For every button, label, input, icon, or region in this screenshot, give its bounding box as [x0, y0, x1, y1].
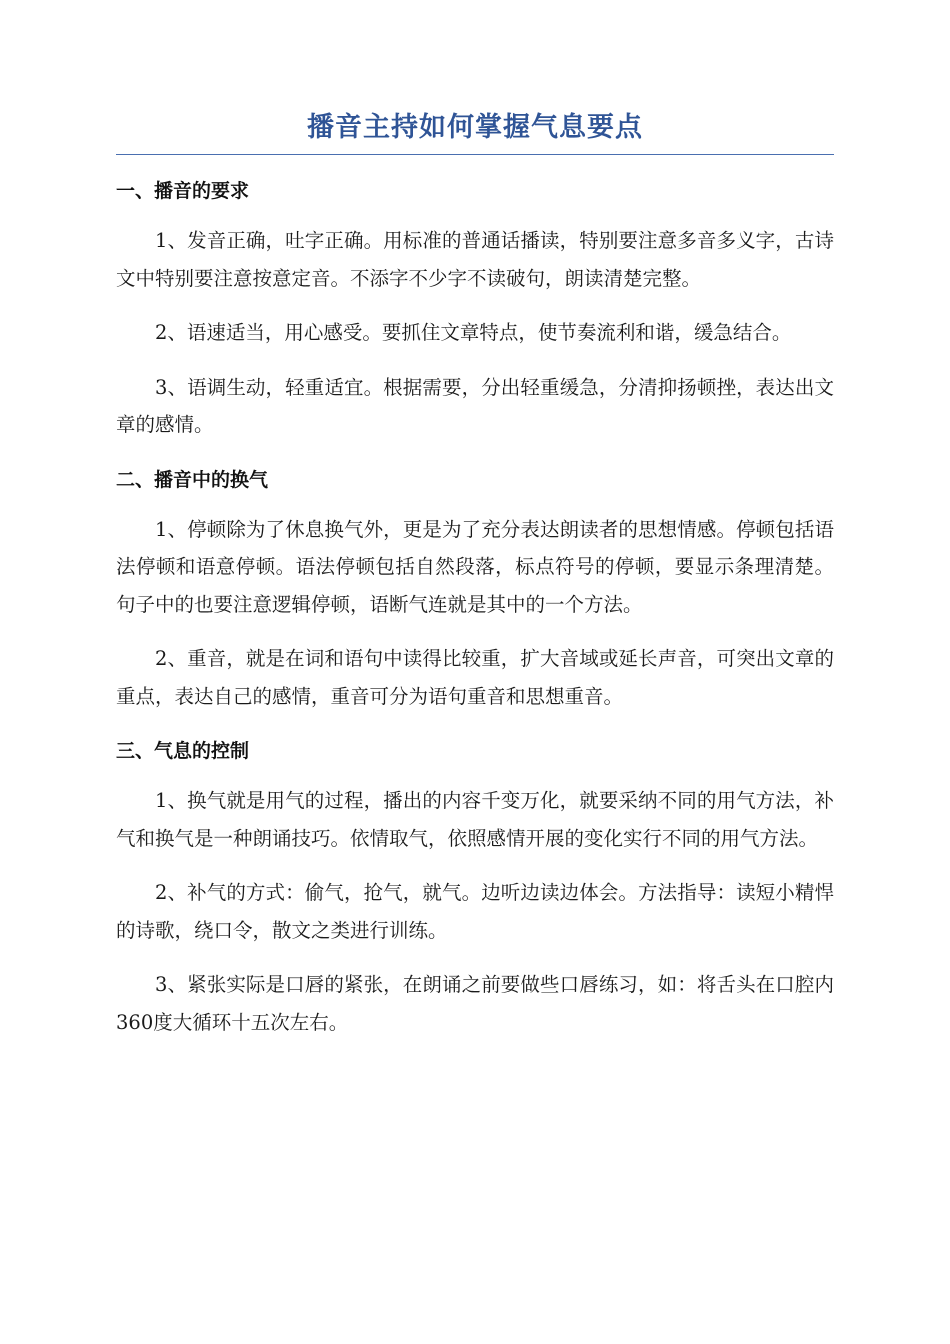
- paragraph: 3、紧张实际是口唇的紧张，在朗诵之前要做些口唇练习，如：将舌头在口腔内360度大循环十五次左右。: [116, 973, 834, 1034]
- section-heading: 三、气息的控制: [116, 740, 250, 762]
- paragraph: 1、停顿除为了休息换气外，更是为了充分表达朗读者的思想情感。停顿包括语法停顿和语意停顿。语法停顿包括自然段落，标点符号的停顿，要显示条理清楚。句子中的也要注意逻辑停顿，语断气连就是其中的一个方法。: [116, 517, 834, 616]
- paragraph: 3、语调生动，轻重适宜。根据需要，分出轻重缓急，分清抑扬顿挫，表达出文章的感情。: [116, 375, 834, 436]
- section-heading: 一、播音的要求: [116, 180, 250, 202]
- paragraph: 1、发音正确，吐字正确。用标准的普通话播读，特别要注意多音多义字，古诗文中特别要注意按意定音。不添字不少字不读破句，朗读清楚完整。: [116, 229, 834, 290]
- document-title: 播音主持如何掌握气息要点: [116, 108, 834, 155]
- paragraph: 1、换气就是用气的过程，播出的内容千变万化，就要采纳不同的用气方法，补气和换气是一种朗诵技巧。依情取气，依照感情开展的变化实行不同的用气方法。: [116, 789, 834, 850]
- section-breath-control: [116, 737, 834, 1041]
- section-heading: 二、播音中的换气: [116, 468, 269, 491]
- paragraph: 2、重音，就是在词和语句中读得比较重，扩大音域或延长声音，可突出文章的重点，表达自己的感情，重音可分为语句重音和思想重音。: [116, 647, 834, 708]
- paragraph: 2、补气的方式：偷气，抢气，就气。边听边读边体会。方法指导：读短小精悍的诗歌，绕口令，散文之类进行训练。: [116, 881, 834, 942]
- section-breathing-change: [116, 466, 834, 716]
- section-requirements: [116, 177, 834, 444]
- paragraph: 2、语速适当，用心感受。要抓住文章特点，使节奏流利和谐，缓急结合。: [155, 321, 792, 344]
- document-page: [116, 108, 834, 1041]
